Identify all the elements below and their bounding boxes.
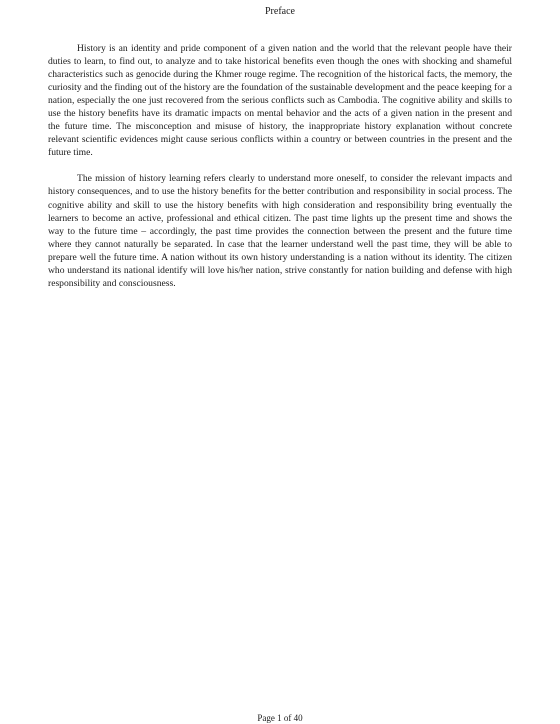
paragraph-2: The mission of history learning refers clearly to understand more oneself, to consider the relevant impacts and history consequences, and to use the history benefits for the better contribution and responsibility in social process. The cognitive ability and skill to use the history benefits with high consideration and responsibility bring eventually the learners to become an active, professional and ethical citizen. The past time lights up the present time and shows the way to the future time – accordingly, the past time provides the connection between the present and the future time where they cannot naturally be separated. In case that the learner understand well the past time, they will be able to prepare well the future time. A nation without its own history understanding is a nation without its identity. The citizen who understand its national identify will love his/her nation, strive constantly for nation building and defense with high responsibility and consciousness. [48, 173, 512, 289]
paragraph-1: History is an identity and pride component of a given nation and the world that the relevant people have their duties to learn, to find out, to analyze and to take historical benefits even though the ones with shocking and shameful characteristics such as genocide during the Khmer rouge regime. The recognition of the historical facts, the memory, the curiosity and the finding out of the history are the foundation of the sustainable development and the peace keeping for a nation, especially the one just recovered from the serious conflicts such as Cambodia. The cognitive ability and skills to use the history benefits have its dramatic impacts on mental behavior and the acts of a given nation in the present and the future time. The misconception and misuse of history, the inappropriate history explanation without concrete relevant scientific evidences might cause serious conflicts within a country or between countries in the present and the future time. [48, 43, 512, 159]
document-body [48, 42, 512, 290]
page-footer: Page 1 of 40 [257, 713, 303, 723]
page-title: Preface [265, 6, 295, 17]
